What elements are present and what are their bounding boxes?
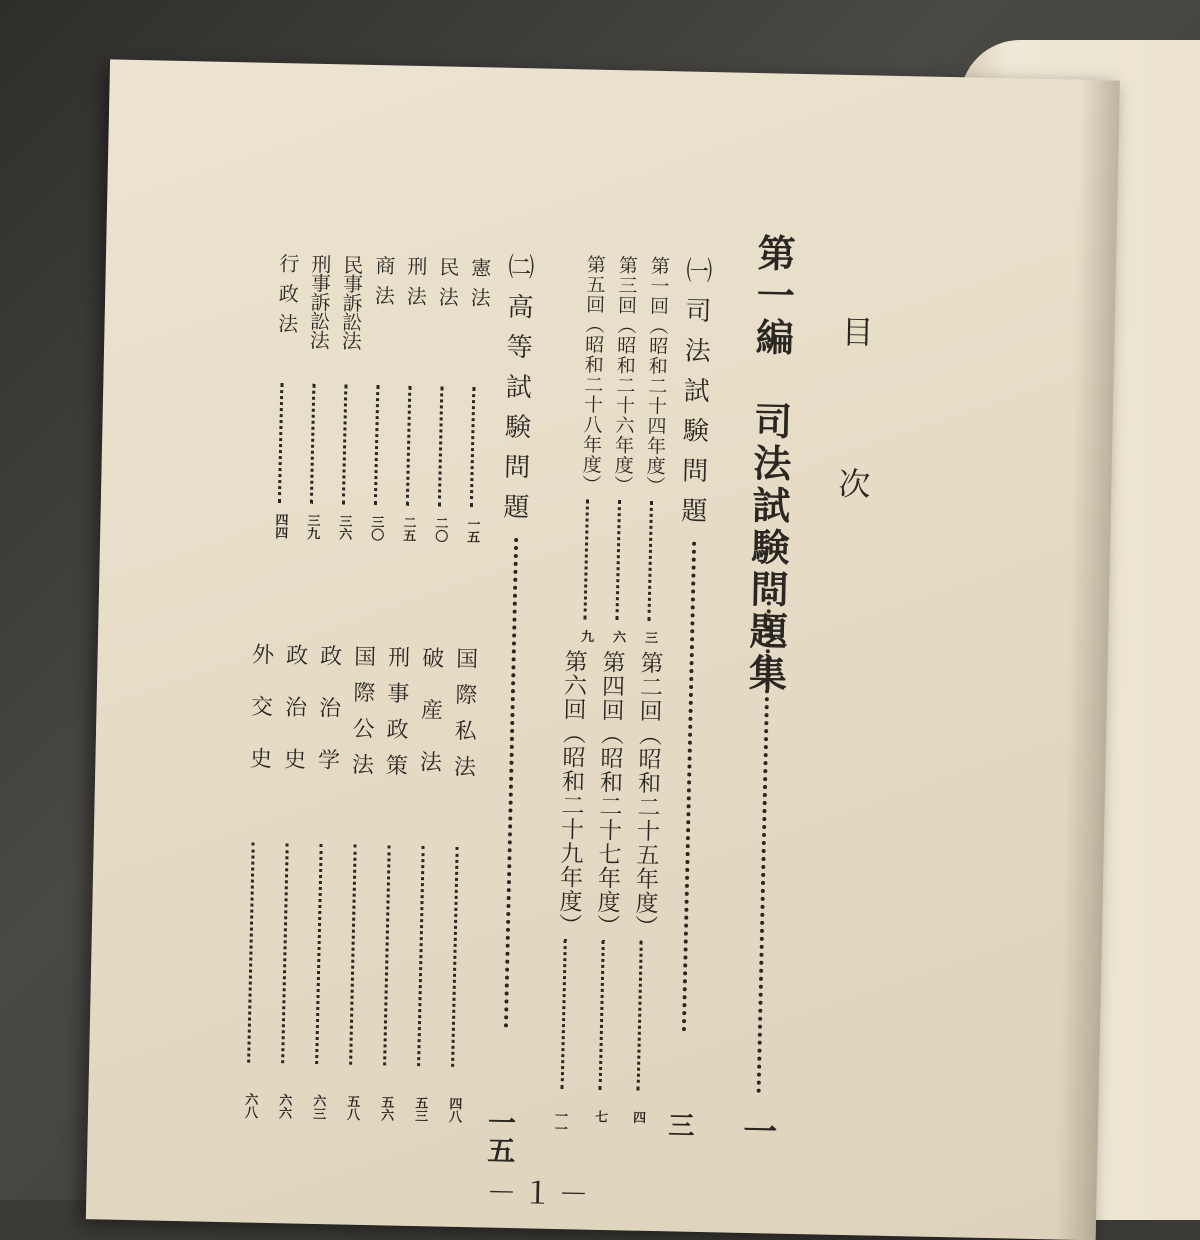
subject-label: 政治学 (313, 643, 342, 801)
subject-leader (374, 385, 380, 505)
session-page-number: 一一 (551, 1108, 568, 1136)
subject-label: 商法 (370, 254, 397, 316)
subject-page-number: 三〇 (368, 514, 384, 542)
subject-label: 刑法 (402, 255, 429, 317)
subject-page-number: 五八 (343, 1094, 360, 1121)
subject-leader (417, 846, 425, 1066)
subject-leader (278, 383, 284, 503)
subject-leader (406, 386, 412, 506)
session-page-number: 三 (641, 630, 658, 645)
book-page (86, 59, 1120, 1240)
session-label: 第四回（昭和二十七年度） (592, 649, 625, 939)
subject-leader (315, 844, 323, 1064)
session-page-number: 六 (609, 630, 626, 644)
session-page-number: 七 (591, 1109, 608, 1124)
subject-label: 国際公法 (347, 644, 376, 790)
session-leader (599, 940, 605, 1090)
subject-label: 刑事訴訟法 (306, 253, 333, 350)
subject-leader (438, 386, 444, 506)
subject-label: 民法 (434, 256, 461, 317)
subject-page-number: 六八 (241, 1092, 258, 1119)
subject-page-number: 二五 (400, 515, 416, 542)
part1-page-number: 一 (736, 1112, 778, 1148)
session-label: 第五回（昭和二十八年度） (579, 254, 607, 495)
subject-page-number: 二〇 (432, 516, 448, 543)
subject-page-number: 四八 (445, 1096, 462, 1124)
subject-page-number: 五三 (411, 1095, 428, 1123)
subject-label: 民事訴訟法 (338, 254, 365, 350)
subject-label: 憲法 (466, 256, 493, 318)
subject-page-number: 四四 (272, 512, 288, 540)
session-leader (647, 501, 653, 621)
subject-label: 行政法 (274, 252, 301, 344)
subject-page-number: 三六 (336, 514, 352, 541)
part1-title: 第一編 司法試験問題集 (741, 232, 797, 696)
toc-heading: 目 次 (832, 314, 875, 544)
session-page-number: 四 (629, 1110, 646, 1124)
section2-title: ㈡高等試験問題 (498, 252, 535, 534)
subject-leader (349, 845, 357, 1065)
page-folio: －１－ (486, 1175, 595, 1213)
session-leader (615, 500, 621, 620)
section1-page-number: 三 (663, 1111, 695, 1138)
session-label: 第三回（昭和二十六年度） (611, 255, 639, 496)
session-leader (561, 939, 567, 1089)
session-label: 第六回（昭和二十九年度） (554, 648, 587, 938)
session-label: 第一回（昭和二十四年度） (643, 255, 671, 497)
session-leader (637, 941, 643, 1091)
subject-page-number: 一五 (464, 516, 480, 544)
section2-page-number: 一五 (483, 1107, 518, 1165)
subject-label: 刑事政策 (381, 645, 410, 790)
subject-label: 外交史 (245, 642, 274, 799)
subject-leader (470, 387, 476, 507)
section1-title: ㈠司法試験問題 (676, 256, 713, 538)
subject-leader (342, 384, 348, 504)
subject-label: 政治史 (279, 643, 308, 800)
subject-leader (247, 843, 255, 1063)
subject-page-number: 三九 (304, 513, 320, 540)
subject-leader (310, 384, 316, 504)
subject-page-number: 六六 (275, 1093, 292, 1120)
session-leader (583, 499, 589, 619)
subject-leader (451, 847, 459, 1067)
subject-label: 国際私法 (449, 646, 478, 792)
section1-leader (682, 542, 696, 1032)
subject-page-number: 六三 (309, 1093, 326, 1121)
subject-leader (383, 845, 391, 1065)
session-label: 第二回（昭和二十五年度） (630, 650, 663, 940)
subject-leader (281, 843, 289, 1063)
subject-page-number: 五六 (377, 1095, 394, 1122)
section2-leader (504, 538, 518, 1028)
subject-label: 破産法 (415, 646, 444, 803)
session-page-number: 九 (578, 629, 594, 643)
